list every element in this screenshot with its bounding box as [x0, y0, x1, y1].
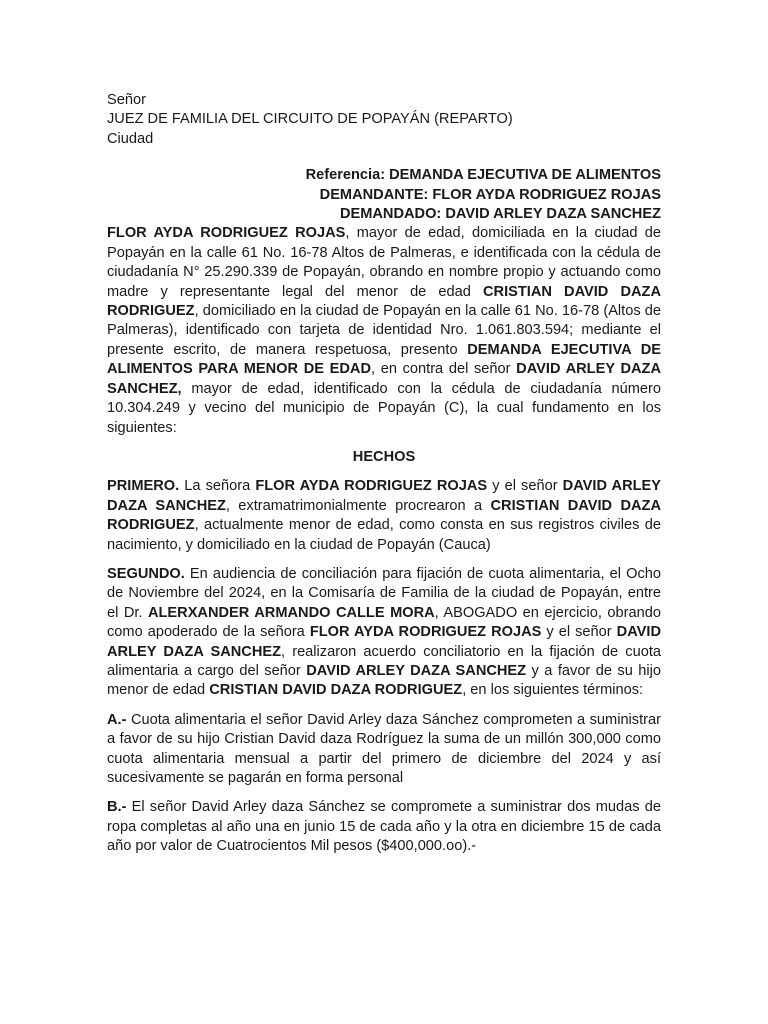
defendant-name: DAVID ARLEY DAZA SANCHEZ, — [107, 361, 661, 397]
segundo-text-6: , en los siguientes términos: — [462, 682, 644, 699]
intro-text-3: , en contra del señor — [371, 361, 517, 378]
item-a-text: Cuota alimentaria el señor David Arley daza Sánchez comprometen a suministrar a favor de su hijo Cristian David daza Rodríguez la suma de un millón 300,000 como cuota alimentaria mensual a partir del primero de diciembre del 2024 y así sucesivamente se pagarán en forma personal — [107, 711, 661, 786]
claim-type: DEMANDA EJECUTIVA DE ALIMENTOS PARA MENOR DE EDAD — [107, 341, 661, 378]
defendant-line: DEMANDADO: DAVID ARLEY DAZA SANCHEZ — [339, 206, 661, 223]
intro-paragraph — [107, 224, 661, 437]
segundo-father-name-2: DAVID ARLEY DAZA SANCHEZ — [306, 662, 527, 679]
addressee-salutation: Señor — [107, 92, 146, 108]
item-a-paragraph — [107, 711, 661, 789]
addressee-city: Ciudad — [107, 130, 154, 147]
segundo-label: SEGUNDO. — [107, 565, 185, 582]
segundo-text-1: En audiencia de conciliación para fijación de cuota alimentaria, el Ocho de Noviembre del 2024, en la Comisaría de Familia de la ciudad de Popayán, entre el Dr. — [107, 565, 661, 621]
addressee-court: JUEZ DE FAMILIA DEL CIRCUITO DE POPAYÁN (REPARTO) — [107, 111, 513, 128]
primero-label: PRIMERO. — [107, 478, 180, 495]
primero-text-2: y el señor — [487, 478, 563, 495]
segundo-lawyer-name: ALERXANDER ARMANDO CALLE MORA — [147, 604, 435, 621]
hechos-heading: HECHOS — [352, 448, 416, 465]
primero-child-name: CRISTIAN DAVID DAZA RODRIGUEZ — [107, 497, 661, 534]
reference-block — [107, 166, 661, 224]
segundo-father-name: DAVID ARLEY DAZA SANCHEZ — [107, 624, 661, 660]
segundo-mother-name: FLOR AYDA RODRIGUEZ ROJAS — [309, 624, 542, 641]
item-b-text: El señor David Arley daza Sánchez se compromete a suministrar dos mudas de ropa completas al año una en junio 15 de cada año y la otra en diciembre 15 de cada año por valor de Cuatrocientos Mil pesos ($400,000.oo).- — [107, 799, 661, 855]
primero-paragraph — [107, 477, 661, 555]
segundo-text-3: y el señor — [541, 624, 617, 641]
segundo-child-name: CRISTIAN DAVID DAZA RODRIGUEZ — [209, 682, 463, 699]
primero-text-4: , actualmente menor de edad, como consta en sus registros civiles de nacimiento, y domiciliado en la ciudad de Popayán (Cauca) — [107, 517, 661, 553]
plaintiff-name: FLOR AYDA RODRIGUEZ ROJAS — [107, 225, 346, 242]
intro-text-4: mayor de edad, identificado con la cédula de ciudadanía número 10.304.249 y vecino del municipio de Popayán (C), la cual fundamento en los siguientes: — [107, 380, 661, 436]
item-b-label: B.- — [107, 799, 127, 816]
intro-text-1: , mayor de edad, domiciliada en la ciudad de Popayán en la calle 61 No. 16-78 Altos de Palmeras, e identificada con la cédula de ciudadanía N° 25.290.339 de Popayán, obrando en nombre propio y actuando como madre y representante legal del menor de edad — [107, 225, 662, 300]
item-b-paragraph — [107, 798, 661, 856]
primero-text-1: La señora — [179, 478, 256, 495]
plaintiff-line: DEMANDANTE: FLOR AYDA RODRIGUEZ ROJAS — [319, 186, 661, 203]
intro-text-2: , domiciliado en la ciudad de Popayán en la calle 61 No. 16-78 (Altos de Palmeras), identificado con tarjeta de identidad Nro. 1.061.803.594; mediante el presente escrito, de manera respetuosa, presento — [107, 303, 661, 358]
minor-name: CRISTIAN DAVID DAZA RODRIGUEZ — [107, 283, 661, 320]
document-page — [107, 91, 661, 867]
segundo-text-5: y a favor de su hijo menor de edad — [107, 662, 661, 699]
segundo-text-4: , realizaron acuerdo conciliatorio en la fijación de cuota alimentaria a cargo del señor — [107, 643, 662, 679]
segundo-text-2: , ABOGADO en ejercicio, obrando como apoderado de la señora — [107, 604, 661, 641]
primero-text-3: , extramatrimonialmente procrearon a — [225, 497, 491, 514]
primero-father-name: DAVID ARLEY DAZA SANCHEZ — [107, 478, 661, 514]
addressee-block — [107, 91, 661, 149]
primero-mother-name: FLOR AYDA RODRIGUEZ ROJAS — [255, 478, 488, 495]
segundo-paragraph — [107, 565, 661, 701]
item-a-label: A.- — [107, 711, 127, 728]
reference-line: Referencia: DEMANDA EJECUTIVA DE ALIMENTOS — [305, 167, 661, 184]
